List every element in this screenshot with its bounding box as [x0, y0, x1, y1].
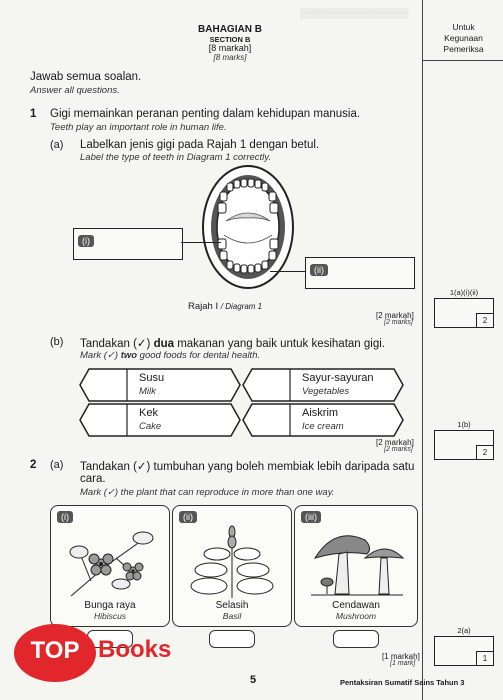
q2a-marks: [1 markah]: [382, 652, 420, 661]
option-text-ms: Kek: [139, 407, 158, 419]
q1b-ms-pre: Tandakan (✓): [80, 338, 154, 350]
plant-number: (ii): [179, 511, 197, 523]
q1a-en: Label the type of teeth in Diagram 1 correctly.: [80, 152, 271, 163]
option-text-en: Cake: [139, 421, 162, 432]
q1b-en-bold: two: [120, 350, 138, 361]
examiner-column: [422, 0, 503, 700]
diagram-caption: [188, 301, 262, 312]
option-text-en: Milk: [139, 386, 156, 397]
food-option-vegetables[interactable]: [242, 368, 404, 402]
q1b-en-post: good foods for dental health.: [137, 350, 261, 361]
section-title: BAHAGIAN B: [198, 24, 262, 35]
q2a-ms: Tandakan (✓) tumbuhan yang boleh membiak lebih daripada satu: [80, 461, 415, 473]
examiner-divider: [423, 60, 503, 61]
plant-name-ms: Selasih: [215, 600, 249, 611]
q1-stem-en: Teeth play an important role in human life.: [50, 122, 227, 133]
q1a-label: (a): [50, 139, 64, 151]
q2a-en: Mark (✓) the plant that can reproduce in more than one way.: [80, 487, 335, 498]
option-text-en: Vegetables: [302, 386, 350, 397]
food-option-cake[interactable]: [79, 403, 241, 437]
tick-box-mushroom[interactable]: [333, 630, 379, 648]
hibiscus-icon: [61, 526, 159, 598]
plant-name-en: Basil: [222, 611, 242, 621]
option-text-ms: Sayur-sayuran: [302, 372, 374, 384]
plant-name-en: Hibiscus: [93, 611, 127, 621]
answer-box-1a-ii[interactable]: [305, 257, 415, 289]
plant-card-basil[interactable]: [172, 505, 292, 627]
q1-number: 1: [30, 108, 37, 120]
label-i-badge: (i): [78, 235, 94, 247]
examiner-label-3: Pemeriksa: [443, 44, 484, 54]
diagram-caption-en: / Diagram 1: [220, 302, 263, 311]
examiner-header: [423, 22, 503, 55]
examiner-label-1: Untuk: [452, 22, 475, 32]
mark-label-2a: 2(a): [457, 626, 471, 635]
logo-top-text: TOP: [30, 637, 80, 664]
q1b-en: [80, 350, 260, 361]
mark-label-1a: 1(a)(i)(ii): [449, 288, 479, 297]
q1-stem-ms: Gigi memainkan peranan penting dalam kehidupan manusia.: [50, 108, 361, 120]
examiner-label-2: Kegunaan: [444, 33, 483, 43]
option-text-ms: Susu: [139, 372, 165, 384]
q1b-ms-bold: dua: [153, 338, 175, 350]
topbooks-logo: [14, 624, 96, 682]
plant-card-hibiscus[interactable]: [50, 505, 170, 627]
q1b-label: (b): [50, 336, 64, 348]
mark-box-total: 2: [476, 313, 493, 327]
mark-box-total: 2: [476, 445, 493, 459]
q1b-ms-post: makanan yang baik untuk kesihatan gigi.: [174, 338, 385, 350]
q2a-label: (a): [50, 459, 64, 471]
instruction-en: Answer all questions.: [30, 85, 120, 96]
q1b-marks-en: [2 marks]: [384, 446, 413, 453]
answer-box-1a-i[interactable]: [73, 228, 183, 260]
mark-box-1b[interactable]: [434, 430, 494, 460]
q1a-marks: [2 markah]: [376, 311, 414, 320]
diagram-caption-ms: Rajah I: [188, 301, 219, 312]
q2-number: 2: [30, 459, 37, 471]
mark-box-2a[interactable]: [434, 636, 494, 666]
pointer-line-ii: [270, 271, 305, 272]
plant-name-ms: Cendawan: [332, 600, 380, 611]
pointer-line-i: [181, 242, 221, 243]
mark-label-1b: 1(b): [457, 420, 471, 429]
section-marks-en: [8 marks]: [213, 53, 247, 62]
q1a-marks-en: [2 marks]: [384, 319, 413, 326]
food-option-ice-cream[interactable]: [242, 403, 404, 437]
page-number: 5: [250, 674, 257, 686]
mark-box-1a[interactable]: [434, 298, 494, 328]
option-text-ms: Aiskrim: [302, 407, 339, 419]
q1a-ms: Labelkan jenis gigi pada Rajah 1 dengan betul.: [80, 139, 320, 151]
label-ii-badge: (ii): [310, 264, 328, 276]
mark-box-total: 1: [476, 651, 493, 665]
plant-number: (i): [57, 511, 73, 523]
section-title-en: SECTION B: [209, 35, 251, 44]
series-title: Pentaksiran Sumatif Sains Tahun 3: [340, 678, 465, 687]
basil-icon: [187, 524, 277, 600]
plant-card-mushroom[interactable]: [294, 505, 418, 627]
mushroom-icon: [307, 524, 407, 600]
q1b-marks: [2 markah]: [376, 438, 414, 447]
bleed-through-text: ▒▒▒▒▒▒▒▒▒▒▒▒▒▒▒▒▒: [300, 8, 409, 18]
food-option-milk[interactable]: [79, 368, 241, 402]
plant-caption: [173, 600, 291, 622]
logo-books-text: Books: [98, 636, 172, 663]
q1b-en-pre: Mark (✓): [80, 350, 121, 361]
q1b-ms: [80, 336, 385, 350]
q2a-marks-en: [1 mark]: [390, 660, 416, 667]
option-text-en: Ice cream: [302, 421, 344, 432]
q2a-ms-cont: cara.: [80, 473, 106, 485]
instruction-ms: Jawab semua soalan.: [30, 71, 142, 83]
plant-caption: [295, 600, 417, 622]
tick-box-basil[interactable]: [209, 630, 255, 648]
section-marks: [8 markah]: [208, 43, 252, 53]
plant-name-en: Mushroom: [335, 611, 377, 621]
plant-name-ms: Bunga raya: [84, 600, 136, 611]
plant-caption: [51, 600, 169, 622]
plant-number: (iii): [301, 511, 321, 523]
